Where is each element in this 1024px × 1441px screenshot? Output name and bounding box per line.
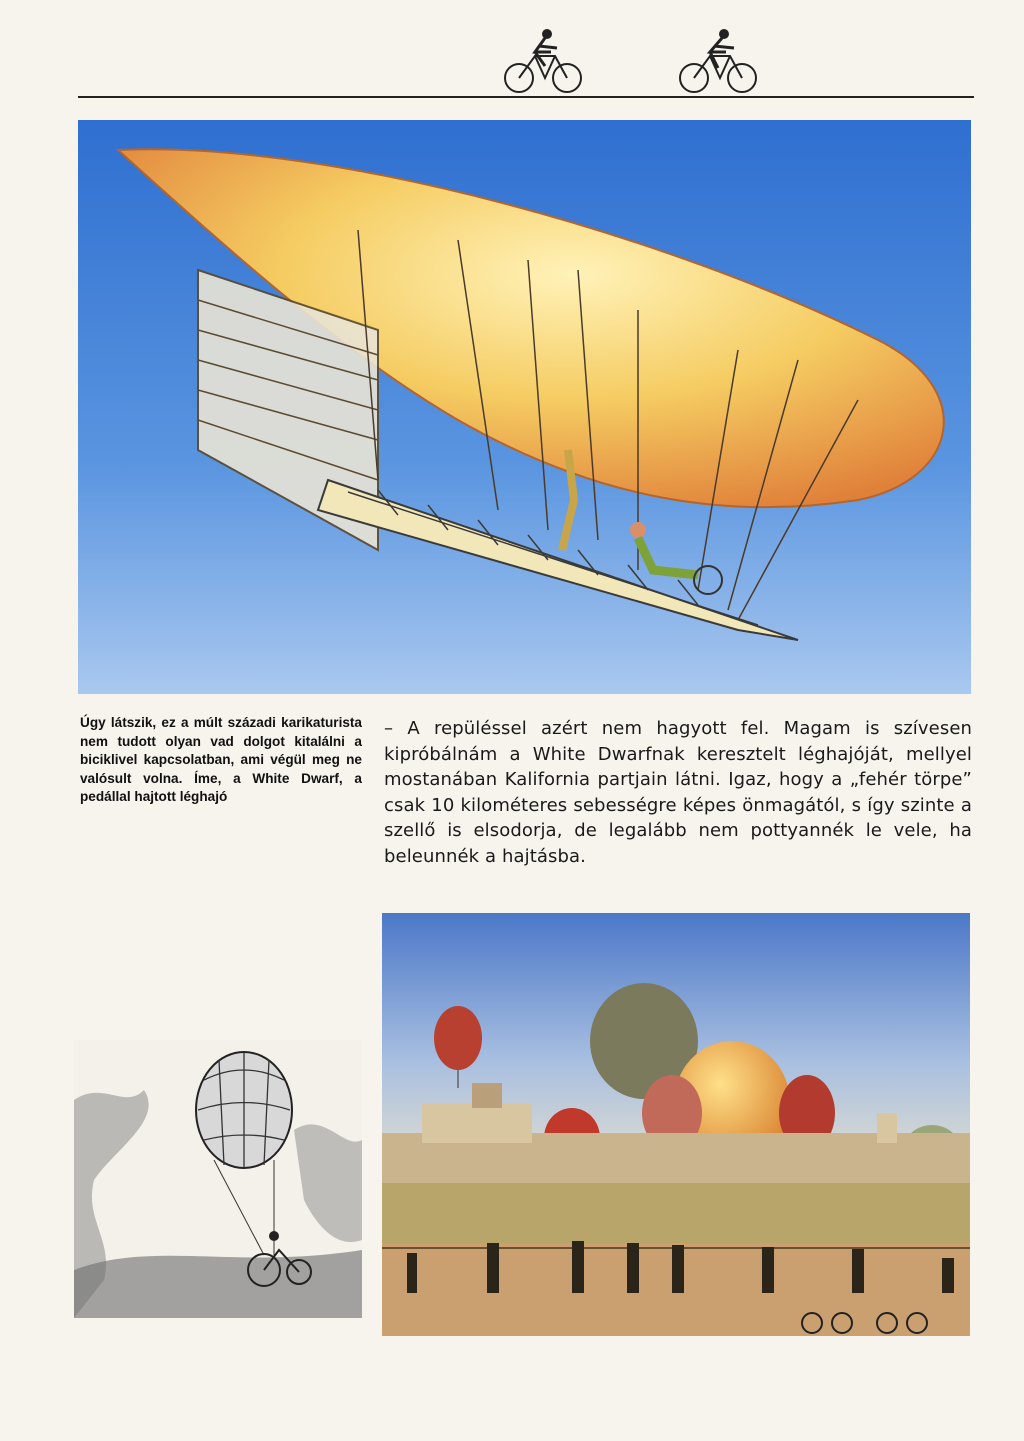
- figure-caption: Úgy látszik, ez a múlt századi karikaturista nem tudott olyan vad dolgot kitalálni a biciklivel kapcsolatban, ami végül meg ne valósult volna. Íme, a White Dwarf, a pedállal hajtott léghajó: [80, 715, 362, 804]
- header-ornaments: [0, 18, 1024, 98]
- cyclist-icon: [505, 29, 581, 92]
- airship-illustration: [78, 120, 971, 694]
- header-rule: [78, 96, 974, 98]
- body-paragraph: – A repüléssel azért nem hagyott fel. Magam is szívesen kipróbálnám a White Dwarfnak keresztelt léghajóját, mellyel mostanában Kalifornia partjain látni. Igaz, hogy a „fehér törpe” csak 10 kilométeres sebességre képes önmagától, s így szinte a szellő is elsodorja, de legalább nem pottyannék le vele, ha beleunnék a hajtásba.: [384, 718, 972, 867]
- cyclist-icon: [680, 29, 756, 92]
- balloon-race-photo: [382, 913, 970, 1336]
- engraving-illustration: [74, 1040, 362, 1318]
